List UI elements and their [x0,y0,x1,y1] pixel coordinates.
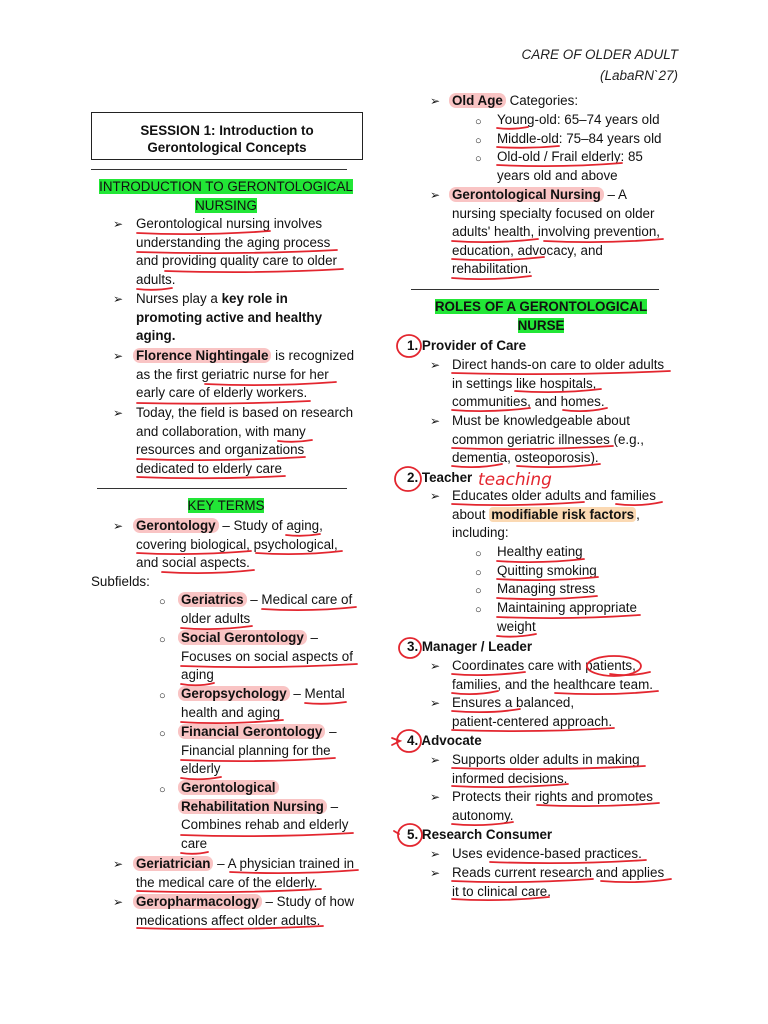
bullet-circle-icon: ○ [475,135,482,147]
bullet-circle-icon: ○ [159,634,166,646]
role-item: Coordinates care with patients, families, and the healthcare team. [452,658,653,692]
bullet-circle-icon: ○ [475,548,482,560]
role-advocate: 4. Advocate [407,733,482,748]
bullet-arrow-icon: ➢ [430,188,441,202]
role-provider-of-care: 1. Provider of Care [407,338,527,353]
bullet-arrow-icon: ➢ [430,489,441,503]
divider [91,169,347,170]
role-item: Reads current research and applies it to clinical care. [452,865,665,899]
bullet-circle-icon: ○ [159,690,166,702]
intro-heading-line1: INTRODUCTION TO GERONTOLOGICAL [99,179,353,194]
handwritten-note: teaching [478,470,552,490]
session-title-box [91,112,363,160]
subfield-item: Gerontological Rehabilitation Nursing – Combines rehab and elderly care [181,779,348,853]
bullet-circle-icon: ○ [475,153,482,165]
role-item: Uses evidence-based practices. [452,846,642,861]
bullet-circle-icon: ○ [475,567,482,579]
bullet-circle-icon: ○ [159,784,166,796]
bullet-arrow-icon: ➢ [430,358,441,372]
old-age-item: Young-old: 65–74 years old [497,112,660,127]
bullet-arrow-icon: ➢ [113,217,124,231]
term-gerontology: Gerontology – Study of aging, covering biological, psychological, and social aspects. [136,517,338,573]
bullet-arrow-icon: ➢ [113,406,124,420]
divider [97,488,347,489]
roles-heading: ROLES OF A GERONTOLOGICAL NURSE [434,299,648,333]
bullet-arrow-icon: ➢ [430,94,441,108]
intro-item: Nurses play a key role in promoting active and healthy aging. [136,291,323,344]
old-age-heading: Old Age Categories: [452,92,578,111]
subfield-item: Financial Gerontology – Financial planning for the elderly [181,723,337,779]
key-terms-heading: KEY TERMS [187,498,265,513]
bullet-arrow-icon: ➢ [430,790,441,804]
bullet-circle-icon: ○ [475,604,482,616]
session-title-line1: SESSION 1: Introduction to [140,123,314,138]
subfield-item: Social Gerontology – Focuses on social aspects of aging [181,629,353,685]
document-subtitle: (LabaRN`27) [599,68,678,83]
intro-item: Today, the field is based on research and collaboration, with many resources and organizations dedicated to elderly care [136,405,354,476]
risk-factor-item: Managing stress [497,581,596,596]
intro-item: Gerontological nursing involves understanding the aging process and providing quality care to older adults. [136,216,337,287]
role-item: Educates older adults and families about modifiable risk factors , including: [452,488,656,541]
term-geropharmacology: Geropharmacology – Study of how medications affect older adults. [136,893,354,930]
subfield-item: Geriatrics – Medical care of older adults [181,591,352,628]
subfields-label: Subfields: [91,574,150,589]
bullet-arrow-icon: ➢ [113,895,124,909]
session-title-line2: Gerontological Concepts [147,140,307,155]
bullet-arrow-icon: ➢ [430,753,441,767]
bullet-arrow-icon: ➢ [430,866,441,880]
document-title: CARE OF OLDER ADULT [521,47,678,62]
bullet-arrow-icon: ➢ [113,857,124,871]
divider [411,289,659,290]
role-teacher: 2. Teacher [407,470,473,485]
old-age-item: Old-old / Frail elderly: 85 years old and above [497,149,643,183]
term-geriatrician: Geriatrician – A physician trained in the medical care of the elderly. [136,855,354,892]
role-research-consumer: 5. Research Consumer [407,827,553,842]
risk-factor-item: Maintaining appropriate weight [497,600,637,634]
bullet-arrow-icon: ➢ [430,659,441,673]
intro-heading [91,178,361,215]
risk-factor-item: Healthy eating [497,544,583,559]
gerontological-nursing-item: Gerontological Nursing – A nursing specialty focused on older adults' health, involving prevention, education, advocacy, and rehabilitation. [452,186,660,279]
subfield-item: Geropsychology – Mental health and aging [181,685,345,722]
bullet-circle-icon: ○ [159,728,166,740]
role-manager-leader: 3. Manager / Leader [407,639,533,654]
role-item: Protects their rights and promotes autonomy. [452,789,653,823]
bullet-circle-icon: ○ [475,116,482,128]
bullet-arrow-icon: ➢ [113,292,124,306]
role-item: Supports older adults in making informed decisions. [452,752,640,786]
intro-item: Florence Nightingale is recognized as the first geriatric nurse for her early care of elderly workers. [136,347,354,403]
bullet-arrow-icon: ➢ [113,349,124,363]
bullet-arrow-icon: ➢ [430,847,441,861]
bullet-arrow-icon: ➢ [430,696,441,710]
role-item: Ensures a balanced, patient-centered approach. [452,695,613,729]
role-item: Must be knowledgeable about common geriatric illnesses (e.g., dementia, osteoporosis). [452,413,645,466]
bullet-arrow-icon: ➢ [113,519,124,533]
intro-heading-line2: NURSING [195,197,257,213]
bullet-circle-icon: ○ [475,585,482,597]
bullet-circle-icon: ○ [159,596,166,608]
risk-factor-item: Quitting smoking [497,563,597,578]
old-age-item: Middle-old: 75–84 years old [497,131,662,146]
bullet-arrow-icon: ➢ [430,414,441,428]
role-item: Direct hands-on care to older adults in settings like hospitals, communities, and homes. [452,357,665,410]
